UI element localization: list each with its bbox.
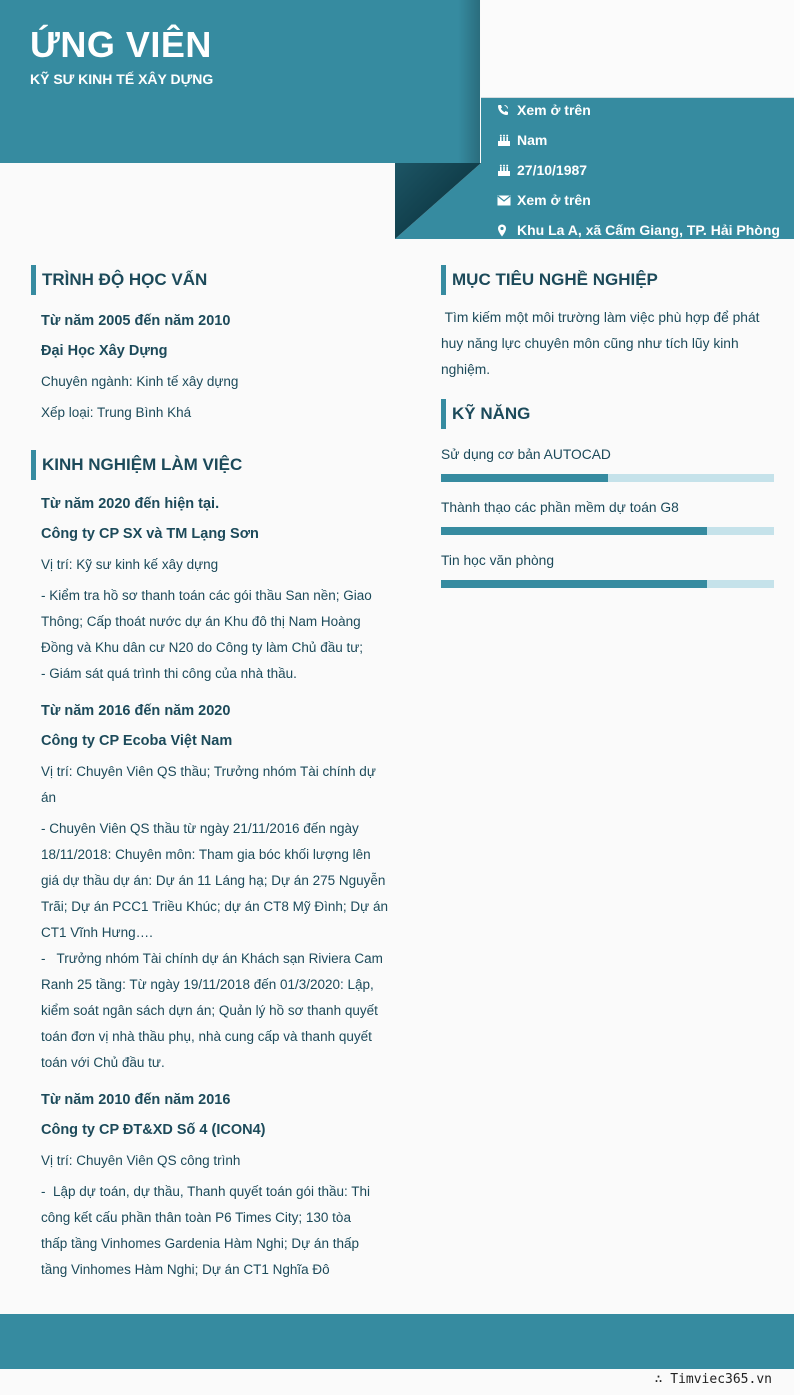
skill-bar <box>441 527 774 535</box>
contact-email-text: Xem ở trên <box>517 192 591 208</box>
job-company: Công ty CP ĐT&XD Số 4 (ICON4) <box>41 1122 266 1138</box>
job-desc-line: kiểm soát ngân sách dựn án; Quản lý hồ sơ thanh quyết <box>41 1003 378 1018</box>
skill-bar <box>441 474 774 482</box>
education-grade: Xếp loại: Trung Bình Khá <box>41 405 192 420</box>
skills-heading: KỸ NĂNG <box>441 399 774 429</box>
contact-birthday <box>497 155 780 185</box>
job-desc-line: toán đơn vị nhà thầu phụ, nhà cung cấp và thanh quyết <box>41 1029 372 1044</box>
job-position-line: án <box>41 790 57 805</box>
contact-gender <box>497 125 780 155</box>
skill-item <box>441 498 774 535</box>
contact-phone <box>497 95 780 125</box>
contact-birthday-text: 27/10/1987 <box>517 162 588 178</box>
header-banner <box>0 0 480 163</box>
job-company: Công ty CP Ecoba Việt Nam <box>41 733 233 749</box>
objective-text <box>441 305 774 383</box>
job-desc-line: giá dự thầu dự án: Dự án 11 Láng hạ; Dự án 275 Nguyễn <box>41 873 386 888</box>
contact-address-text: Khu La A, xã Cấm Giang, TP. Hải Phòng <box>517 222 780 238</box>
job-desc-line: Trãi; Dự án PCC1 Triều Khúc; dự án CT8 Mỹ Đình; Dự án <box>41 899 388 914</box>
objective-heading: MỤC TIÊU NGHỀ NGHIỆP <box>441 265 774 295</box>
objective-line: huy năng lực chuyên môn cũng như tích lũy kinh <box>441 336 739 351</box>
job-description <box>41 583 391 687</box>
contact-phone-text: Xem ở trên <box>517 102 591 118</box>
objective-line: nghiệm. <box>441 362 491 377</box>
header-blank-area <box>481 0 794 98</box>
skill-name: Thành thạo các phần mềm dự toán G8 <box>441 500 679 515</box>
job-time: Từ năm 2020 đến hiện tại. <box>41 496 220 512</box>
education-school: Đại Học Xây Dựng <box>41 343 168 359</box>
skill-bar <box>441 580 774 588</box>
job-desc-line: - Kiểm tra hồ sơ thanh toán các gói thầu San nền; Giao <box>41 588 372 603</box>
footer-band <box>0 1314 794 1369</box>
site-watermark: ∴ Timviec365.vn <box>654 1372 772 1387</box>
education-time: Từ năm 2005 đến năm 2010 <box>41 313 231 329</box>
job-company: Công ty CP SX và TM Lạng Sơn <box>41 526 259 542</box>
job-entry <box>31 701 391 1076</box>
skill-bar-fill <box>441 527 707 535</box>
gender-icon <box>497 134 517 147</box>
job-description <box>41 816 391 1076</box>
job-position: Vị trí: Kỹ sư kinh kế xây dựng <box>41 557 219 572</box>
job-desc-line: 18/11/2018: Chuyên môn: Tham gia bóc khối lượng lên <box>41 847 371 862</box>
job-desc-line: thấp tầng Vinhomes Gardenia Hàm Nghi; Dự án thấp <box>41 1236 359 1251</box>
job-time: Từ năm 2016 đến năm 2020 <box>41 703 231 719</box>
skill-bar-fill <box>441 580 707 588</box>
job-position-line: Vị trí: Chuyên Viên QS thầu; Trưởng nhóm Tài chính dự <box>41 764 376 779</box>
location-icon <box>497 224 517 237</box>
job-position <box>41 759 391 811</box>
skill-name: Sử dụng cơ bản AUTOCAD <box>441 447 611 462</box>
job-desc-line: công kết cấu phần thân toàn P6 Times City; 130 tòa <box>41 1210 351 1225</box>
email-icon <box>497 195 517 206</box>
contact-gender-text: Nam <box>517 132 548 148</box>
job-desc-line: Thông; Cấp thoát nước dự án Khu đô thị Nam Hoàng <box>41 614 361 629</box>
job-entry <box>31 1090 391 1283</box>
job-entry <box>31 494 391 687</box>
right-column <box>441 265 774 588</box>
skill-item <box>441 445 774 482</box>
skill-bar-fill <box>441 474 608 482</box>
education-entry <box>31 311 391 426</box>
job-desc-line: - Lập dự toán, dự thầu, Thanh quyết toán gói thầu: Thi <box>41 1184 371 1199</box>
education-major: Chuyên ngành: Kinh tế xây dựng <box>41 374 239 389</box>
job-description <box>41 1179 391 1283</box>
phone-icon <box>497 104 517 116</box>
education-heading: TRÌNH ĐỘ HỌC VẤN <box>31 265 391 295</box>
job-desc-line: CT1 Vĩnh Hưng…. <box>41 925 153 940</box>
job-desc-line: - Chuyên Viên QS thầu từ ngày 21/11/2016 đến ngày <box>41 821 359 836</box>
contact-list <box>497 95 780 245</box>
job-desc-line: Ranh 25 tầng: Từ ngày 19/11/2018 đến 01/3/2020: Lập, <box>41 977 374 992</box>
contact-email <box>497 185 780 215</box>
job-position: Vị trí: Chuyên Viên QS công trình <box>41 1153 241 1168</box>
birthday-icon <box>497 164 517 177</box>
job-desc-line: - Giám sát quá trình thi công của nhà thầu. <box>41 666 297 681</box>
job-desc-line: toán với Chủ đầu tư. <box>41 1055 165 1070</box>
candidate-name: ỨNG VIÊN <box>30 24 212 65</box>
job-desc-line: - Trưởng nhóm Tài chính dự án Khách sạn Riviera Cam <box>41 951 383 966</box>
experience-heading: KINH NGHIỆM LÀM VIỆC <box>31 450 391 480</box>
skill-item <box>441 551 774 588</box>
job-desc-line: Đồng và Khu dân cư N20 do Công ty làm Chủ đầu tư; <box>41 640 364 655</box>
job-desc-line: tầng Vinhomes Hàm Nghi; Dự án CT1 Nghĩa Đô <box>41 1262 330 1277</box>
skill-name: Tin học văn phòng <box>441 553 555 568</box>
job-time: Từ năm 2010 đến năm 2016 <box>41 1092 231 1108</box>
contact-address <box>497 215 780 245</box>
left-column <box>31 265 391 1283</box>
objective-line: Tìm kiếm một môi trường làm việc phù hợp để phát <box>441 310 760 325</box>
candidate-title: KỸ SƯ KINH TẾ XÂY DỰNG <box>30 71 214 87</box>
